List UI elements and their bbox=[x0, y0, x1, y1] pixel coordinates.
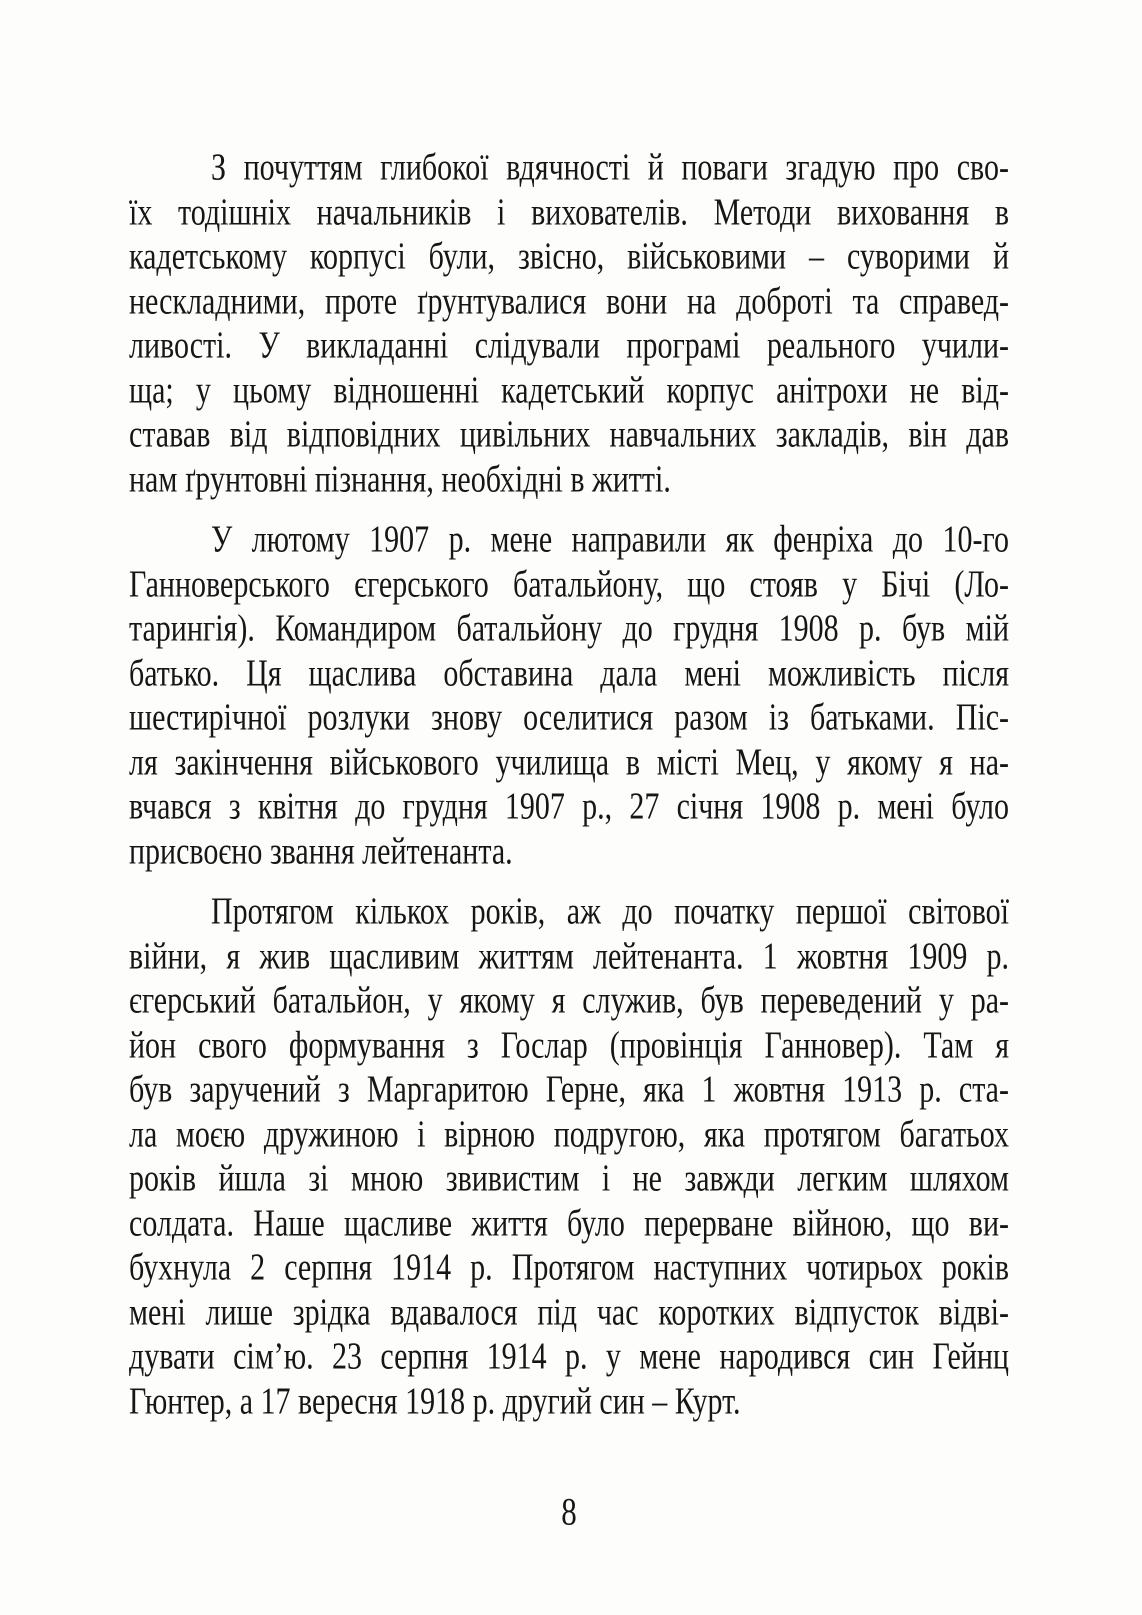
text-line: був заручений з Маргаритою Герне, яка 1 жовтня 1913 р. ста- bbox=[129, 1068, 1009, 1111]
text-line: батько. Ця щаслива обставина дала мені можливість після bbox=[129, 651, 1009, 694]
text-line: ставав від відповідних цивільних навчальних закладів, він дав bbox=[129, 413, 1009, 456]
text-line: солдата. Наше щасливе життя було перерване війною, що ви- bbox=[129, 1201, 1009, 1244]
text-line: нескладними, проте ґрунтувалися вони на доброті та справед- bbox=[129, 279, 1009, 322]
text-line: кадетському корпусі були, звісно, військовими – суворими й bbox=[129, 235, 1009, 278]
text-line: ла моєю дружиною і вірною подругою, яка протягом багатьох bbox=[129, 1112, 1009, 1155]
text-line: війни, я жив щасливим життям лейтенанта. 1 жовтня 1909 р. bbox=[129, 934, 1009, 977]
text-line: тарингія). Командиром батальйону до грудня 1908 р. був мій bbox=[129, 607, 1009, 650]
text-line: Гюнтер, а 17 вересня 1918 р. другий син – Курт. bbox=[129, 1379, 741, 1422]
text-line: присвоєно звання лейтенанта. bbox=[129, 829, 513, 872]
text-line: йон свого формування з Гослар (провінція Ганновер). Там я bbox=[129, 1023, 1009, 1066]
text-line: Ганноверського єгерського батальйону, що стояв у Бічі (Ло- bbox=[129, 562, 1009, 605]
text-line: З почуттям глибокої вдячності й поваги згадую про сво- bbox=[211, 146, 1009, 189]
text-line: їх тодішніх начальників і вихователів. Методи виховання в bbox=[129, 190, 1009, 233]
page-number: 8 bbox=[561, 1489, 577, 1534]
paragraph bbox=[129, 518, 1009, 874]
paragraph bbox=[129, 890, 1009, 1424]
page-text-block bbox=[129, 146, 1009, 1424]
text-line: ща; у цьому відношенні кадетський корпус анітрохи не від- bbox=[129, 368, 1009, 411]
text-line: У лютому 1907 р. мене направили як фенріха до 10-го bbox=[211, 518, 1009, 561]
text-line: нам ґрунтовні пізнання, необхідні в житті. bbox=[129, 457, 671, 500]
text-line: єгерський батальйон, у якому я служив, був переведений у ра- bbox=[129, 979, 1009, 1022]
paragraph bbox=[129, 146, 1009, 502]
text-line: ля закінчення військового училища в місті Мец, у якому я на- bbox=[129, 740, 1009, 783]
text-line: років йшла зі мною звивистим і не завжди легким шляхом bbox=[129, 1157, 1009, 1200]
text-line: вчався з квітня до грудня 1907 р., 27 січня 1908 р. мені було bbox=[129, 785, 1009, 828]
text-line: шестирічної розлуки знову оселитися разом із батьками. Піс- bbox=[129, 696, 1009, 739]
text-line: бухнула 2 серпня 1914 р. Протягом наступних чотирьох років bbox=[129, 1246, 1009, 1289]
text-line: дувати сім’ю. 23 серпня 1914 р. у мене народився син Гейнц bbox=[129, 1335, 1009, 1378]
text-line: ливості. У викладанні слідували програмі реального учили- bbox=[129, 324, 1009, 367]
text-line: мені лише зрідка вдавалося під час коротких відпусток відві- bbox=[129, 1290, 1009, 1333]
text-line: Протягом кількох років, аж до початку першої світової bbox=[211, 890, 1009, 933]
